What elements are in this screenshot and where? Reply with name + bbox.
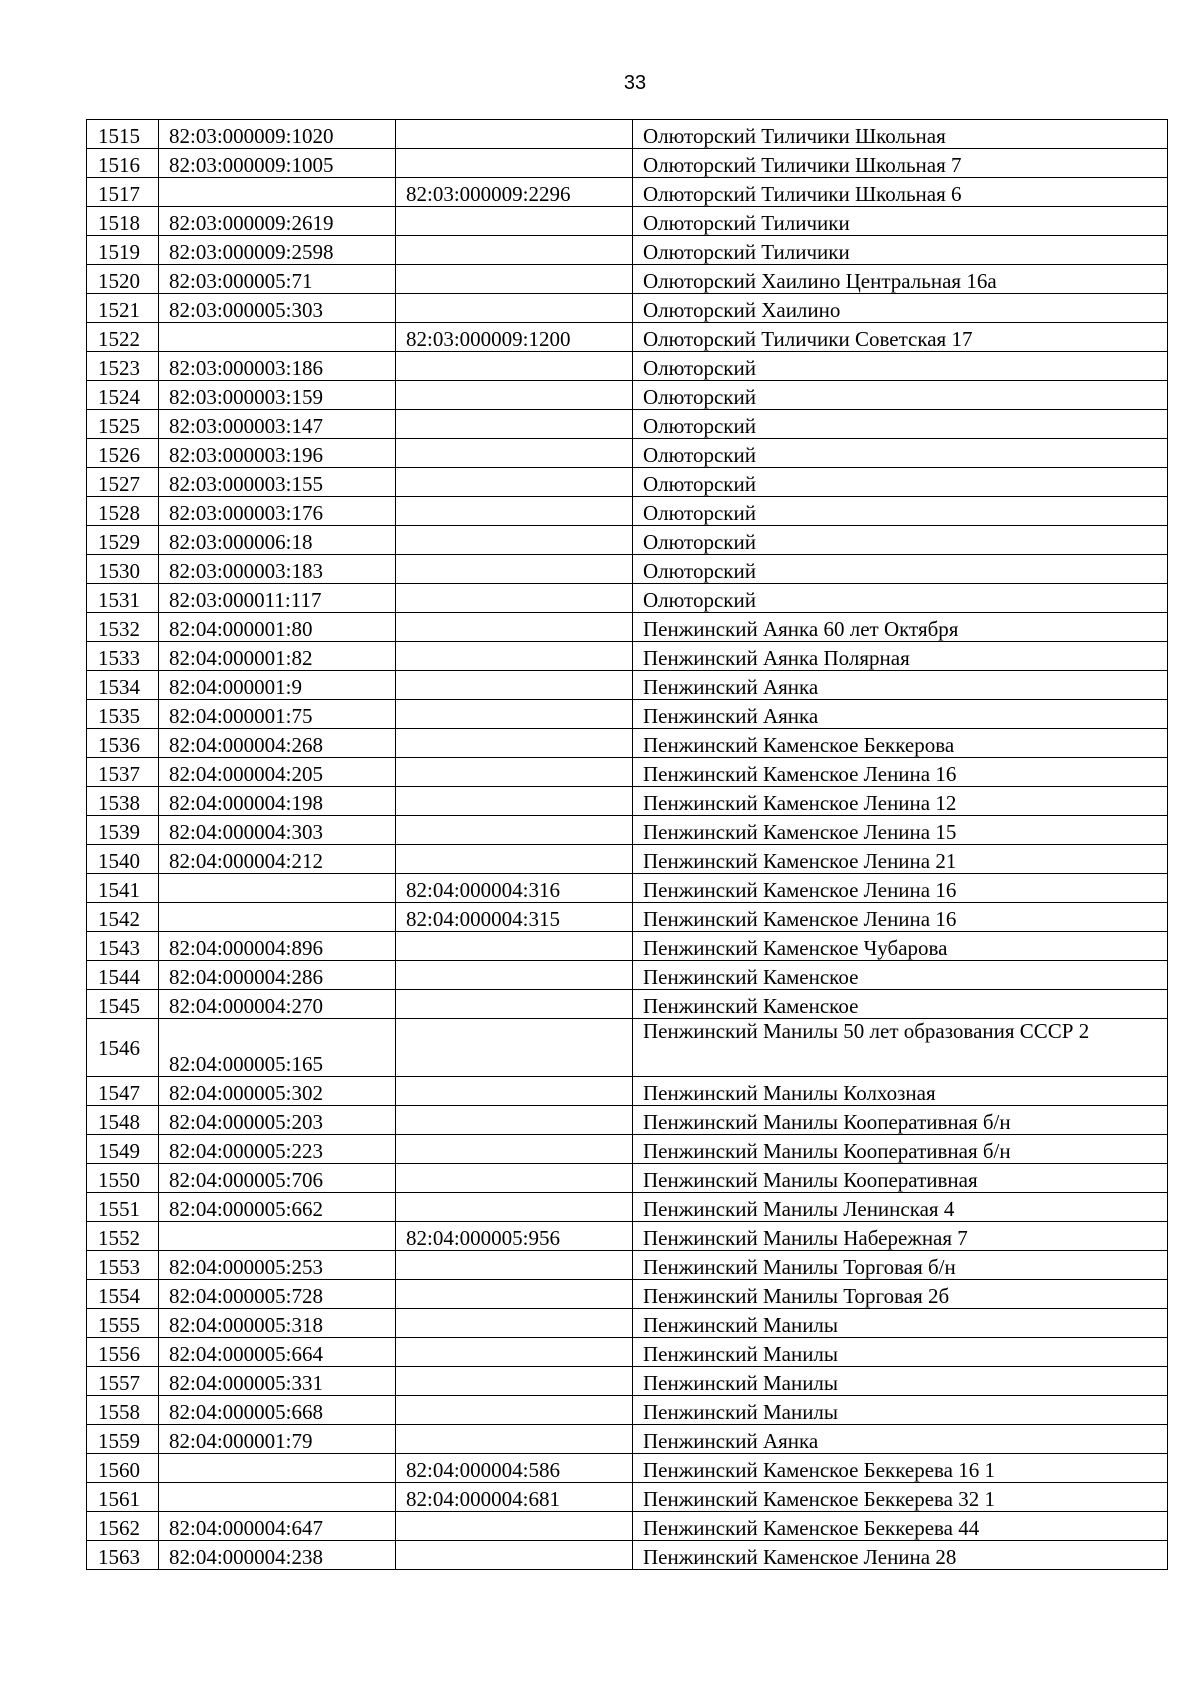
table-row [87, 1338, 1168, 1367]
row-number-cell: 1537 [87, 758, 159, 787]
table-row [87, 468, 1168, 497]
cadastral-number-cell [159, 1222, 396, 1251]
parent-cadastral-number-cell: 82:03:000009:1200 [396, 323, 633, 352]
cadastral-number-cell: 82:03:000003:147 [159, 410, 396, 439]
row-number-cell: 1530 [87, 555, 159, 584]
parent-cadastral-number-cell [396, 1338, 633, 1367]
parent-cadastral-number-cell [396, 381, 633, 410]
parent-cadastral-number-cell [396, 1396, 633, 1425]
parent-cadastral-number-cell [396, 555, 633, 584]
cadastral-number-cell: 82:03:000005:71 [159, 265, 396, 294]
row-number-cell: 1538 [87, 787, 159, 816]
parent-cadastral-number-cell [396, 468, 633, 497]
row-number-cell: 1523 [87, 352, 159, 381]
address-cell: Олюторский [633, 555, 1168, 584]
parent-cadastral-number-cell [396, 816, 633, 845]
cadastral-number-cell: 82:04:000005:318 [159, 1309, 396, 1338]
address-cell: Пенжинский Аянка Полярная [633, 642, 1168, 671]
address-cell: Пенжинский Манилы Набережная 7 [633, 1222, 1168, 1251]
cadastral-number-cell: 82:04:000004:268 [159, 729, 396, 758]
cadastral-number-cell: 82:03:000003:176 [159, 497, 396, 526]
row-number-cell: 1546 [87, 1019, 159, 1077]
table-row [87, 613, 1168, 642]
address-cell: Олюторский Тиличики [633, 236, 1168, 265]
table-row [87, 526, 1168, 555]
address-cell: Пенжинский Аянка [633, 700, 1168, 729]
row-number-cell: 1543 [87, 932, 159, 961]
address-cell: Пенжинский Каменское Ленина 15 [633, 816, 1168, 845]
cadastral-number-cell: 82:03:000009:1005 [159, 149, 396, 178]
row-number-cell: 1524 [87, 381, 159, 410]
address-cell: Олюторский Тиличики Школьная 7 [633, 149, 1168, 178]
address-cell: Олюторский [633, 526, 1168, 555]
cadastral-number-cell: 82:04:000005:302 [159, 1077, 396, 1106]
address-cell: Олюторский [633, 410, 1168, 439]
row-number-cell: 1525 [87, 410, 159, 439]
row-number-cell: 1541 [87, 874, 159, 903]
table-row [87, 236, 1168, 265]
parent-cadastral-number-cell [396, 729, 633, 758]
parent-cadastral-number-cell: 82:04:000004:681 [396, 1483, 633, 1512]
table-row [87, 1164, 1168, 1193]
parent-cadastral-number-cell [396, 1019, 633, 1077]
address-cell: Олюторский Тиличики [633, 207, 1168, 236]
cadastral-number-cell: 82:04:000005:331 [159, 1367, 396, 1396]
parent-cadastral-number-cell: 82:04:000004:586 [396, 1454, 633, 1483]
cadastral-number-cell [159, 1454, 396, 1483]
cadastral-number-cell: 82:04:000005:668 [159, 1396, 396, 1425]
table-row [87, 874, 1168, 903]
row-number-cell: 1526 [87, 439, 159, 468]
table-row [87, 1454, 1168, 1483]
parent-cadastral-number-cell [396, 1541, 633, 1570]
row-number-cell: 1529 [87, 526, 159, 555]
cadastral-number-cell: 82:03:000003:159 [159, 381, 396, 410]
row-number-cell: 1520 [87, 265, 159, 294]
table-row [87, 584, 1168, 613]
address-cell: Пенжинский Аянка 60 лет Октября [633, 613, 1168, 642]
row-number-cell: 1552 [87, 1222, 159, 1251]
cadastral-number-cell: 82:03:000003:186 [159, 352, 396, 381]
row-number-cell: 1561 [87, 1483, 159, 1512]
cadastral-number-cell: 82:04:000001:80 [159, 613, 396, 642]
address-cell: Пенжинский Каменское Ленина 28 [633, 1541, 1168, 1570]
table-row [87, 410, 1168, 439]
parent-cadastral-number-cell [396, 410, 633, 439]
parent-cadastral-number-cell [396, 613, 633, 642]
cadastral-number-cell: 82:04:000001:82 [159, 642, 396, 671]
cadastral-number-cell: 82:04:000004:205 [159, 758, 396, 787]
cadastral-number-cell: 82:04:000004:647 [159, 1512, 396, 1541]
parent-cadastral-number-cell [396, 265, 633, 294]
address-cell: Олюторский [633, 584, 1168, 613]
table-row [87, 845, 1168, 874]
parent-cadastral-number-cell [396, 845, 633, 874]
parent-cadastral-number-cell: 82:03:000009:2296 [396, 178, 633, 207]
address-cell: Пенжинский Манилы Кооперативная б/н [633, 1135, 1168, 1164]
parent-cadastral-number-cell [396, 584, 633, 613]
cadastral-number-cell: 82:03:000009:1020 [159, 120, 396, 149]
cadastral-number-cell: 82:04:000004:198 [159, 787, 396, 816]
row-number-cell: 1533 [87, 642, 159, 671]
table-row [87, 903, 1168, 932]
cadastral-number-cell: 82:03:000009:2598 [159, 236, 396, 265]
table-row [87, 1425, 1168, 1454]
row-number-cell: 1542 [87, 903, 159, 932]
parent-cadastral-number-cell [396, 671, 633, 700]
cadastral-number-cell: 82:04:000001:9 [159, 671, 396, 700]
table-row [87, 1396, 1168, 1425]
cadastral-number-cell [159, 323, 396, 352]
table-row [87, 932, 1168, 961]
parent-cadastral-number-cell [396, 787, 633, 816]
address-cell: Пенжинский Каменское [633, 961, 1168, 990]
parent-cadastral-number-cell [396, 439, 633, 468]
address-cell: Пенжинский Каменское Ленина 21 [633, 845, 1168, 874]
parent-cadastral-number-cell [396, 1309, 633, 1338]
table-row [87, 352, 1168, 381]
address-cell: Олюторский Тиличики Школьная 6 [633, 178, 1168, 207]
parent-cadastral-number-cell [396, 1135, 633, 1164]
address-cell: Пенжинский Каменское Ленина 12 [633, 787, 1168, 816]
parent-cadastral-number-cell [396, 932, 633, 961]
address-cell: Пенжинский Каменское Беккерева 44 [633, 1512, 1168, 1541]
parent-cadastral-number-cell [396, 961, 633, 990]
row-number-cell: 1553 [87, 1251, 159, 1280]
row-number-cell: 1522 [87, 323, 159, 352]
table-row [87, 178, 1168, 207]
table-row [87, 323, 1168, 352]
cadastral-number-cell: 82:04:000005:253 [159, 1251, 396, 1280]
parent-cadastral-number-cell [396, 294, 633, 323]
address-cell: Олюторский [633, 352, 1168, 381]
row-number-cell: 1547 [87, 1077, 159, 1106]
table-row [87, 1541, 1168, 1570]
parent-cadastral-number-cell [396, 120, 633, 149]
parent-cadastral-number-cell [396, 1280, 633, 1309]
address-cell: Олюторский [633, 468, 1168, 497]
table-row [87, 1367, 1168, 1396]
row-number-cell: 1521 [87, 294, 159, 323]
parent-cadastral-number-cell [396, 236, 633, 265]
row-number-cell: 1517 [87, 178, 159, 207]
table-row [87, 1222, 1168, 1251]
cadastral-number-cell: 82:04:000004:212 [159, 845, 396, 874]
address-cell: Олюторский Хаилино [633, 294, 1168, 323]
parent-cadastral-number-cell [396, 352, 633, 381]
table-row [87, 1512, 1168, 1541]
address-cell: Пенжинский Манилы [633, 1309, 1168, 1338]
parent-cadastral-number-cell [396, 1077, 633, 1106]
table-row [87, 990, 1168, 1019]
row-number-cell: 1527 [87, 468, 159, 497]
cadastral-number-cell [159, 903, 396, 932]
address-cell: Пенжинский Манилы Торговая б/н [633, 1251, 1168, 1280]
row-number-cell: 1560 [87, 1454, 159, 1483]
cadastral-number-cell: 82:04:000005:662 [159, 1193, 396, 1222]
registry-table [86, 119, 1168, 1570]
table-row [87, 439, 1168, 468]
address-cell: Пенжинский Манилы Торговая 2б [633, 1280, 1168, 1309]
row-number-cell: 1544 [87, 961, 159, 990]
address-cell: Пенжинский Манилы Колхозная [633, 1077, 1168, 1106]
row-number-cell: 1545 [87, 990, 159, 1019]
address-cell: Пенжинский Манилы Кооперативная б/н [633, 1106, 1168, 1135]
table-row [87, 700, 1168, 729]
address-cell: Пенжинский Каменское Чубарова [633, 932, 1168, 961]
row-number-cell: 1531 [87, 584, 159, 613]
address-cell: Пенжинский Манилы [633, 1367, 1168, 1396]
table-row [87, 1135, 1168, 1164]
table-row [87, 787, 1168, 816]
address-cell: Олюторский Тиличики Советская 17 [633, 323, 1168, 352]
cadastral-number-cell: 82:03:000003:155 [159, 468, 396, 497]
table-row [87, 1483, 1168, 1512]
row-number-cell: 1559 [87, 1425, 159, 1454]
parent-cadastral-number-cell [396, 1425, 633, 1454]
cadastral-number-cell [159, 874, 396, 903]
table-row [87, 758, 1168, 787]
parent-cadastral-number-cell [396, 207, 633, 236]
address-cell: Олюторский [633, 497, 1168, 526]
address-cell: Пенжинский Аянка [633, 1425, 1168, 1454]
row-number-cell: 1557 [87, 1367, 159, 1396]
row-number-cell: 1554 [87, 1280, 159, 1309]
row-number-cell: 1558 [87, 1396, 159, 1425]
address-cell: Пенжинский Каменское Ленина 16 [633, 758, 1168, 787]
row-number-cell: 1519 [87, 236, 159, 265]
row-number-cell: 1563 [87, 1541, 159, 1570]
cadastral-number-cell [159, 1483, 396, 1512]
parent-cadastral-number-cell [396, 990, 633, 1019]
table-row [87, 1251, 1168, 1280]
parent-cadastral-number-cell [396, 1193, 633, 1222]
parent-cadastral-number-cell [396, 1251, 633, 1280]
cadastral-number-cell: 82:04:000001:79 [159, 1425, 396, 1454]
cadastral-number-cell: 82:04:000005:165 [159, 1019, 396, 1077]
address-cell: Олюторский [633, 381, 1168, 410]
table-row [87, 1019, 1168, 1077]
cadastral-number-cell: 82:03:000005:303 [159, 294, 396, 323]
table-row [87, 1309, 1168, 1338]
row-number-cell: 1515 [87, 120, 159, 149]
address-cell: Пенжинский Каменское Ленина 16 [633, 874, 1168, 903]
address-cell: Пенжинский Манилы [633, 1338, 1168, 1367]
table-row [87, 961, 1168, 990]
row-number-cell: 1518 [87, 207, 159, 236]
row-number-cell: 1550 [87, 1164, 159, 1193]
table-row [87, 497, 1168, 526]
address-cell: Пенжинский Каменское Беккерова [633, 729, 1168, 758]
cadastral-number-cell: 82:04:000004:303 [159, 816, 396, 845]
parent-cadastral-number-cell [396, 1512, 633, 1541]
address-cell: Олюторский [633, 439, 1168, 468]
cadastral-number-cell: 82:04:000001:75 [159, 700, 396, 729]
parent-cadastral-number-cell [396, 642, 633, 671]
address-cell: Пенжинский Каменское Ленина 16 [633, 903, 1168, 932]
row-number-cell: 1536 [87, 729, 159, 758]
address-cell: Пенжинский Манилы 50 лет образования СССР 2 [633, 1019, 1168, 1077]
table-row [87, 1193, 1168, 1222]
address-cell: Пенжинский Манилы Кооперативная [633, 1164, 1168, 1193]
row-number-cell: 1556 [87, 1338, 159, 1367]
cadastral-number-cell [159, 178, 396, 207]
address-cell: Олюторский Тиличики Школьная [633, 120, 1168, 149]
table-row [87, 555, 1168, 584]
address-cell: Пенжинский Каменское Беккерева 16 1 [633, 1454, 1168, 1483]
page-number: 33 [623, 72, 647, 94]
cadastral-number-cell: 82:03:000011:117 [159, 584, 396, 613]
row-number-cell: 1540 [87, 845, 159, 874]
table-row [87, 294, 1168, 323]
table-row [87, 120, 1168, 149]
row-number-cell: 1534 [87, 671, 159, 700]
address-cell: Пенжинский Манилы [633, 1396, 1168, 1425]
table-row [87, 729, 1168, 758]
cadastral-number-cell: 82:04:000004:896 [159, 932, 396, 961]
table-row [87, 207, 1168, 236]
table-row [87, 1106, 1168, 1135]
cadastral-number-cell: 82:04:000004:270 [159, 990, 396, 1019]
parent-cadastral-number-cell: 82:04:000004:315 [396, 903, 633, 932]
address-cell: Пенжинский Каменское Беккерева 32 1 [633, 1483, 1168, 1512]
address-cell: Олюторский Хаилино Центральная 16а [633, 265, 1168, 294]
cadastral-number-cell: 82:03:000009:2619 [159, 207, 396, 236]
cadastral-number-cell: 82:04:000004:286 [159, 961, 396, 990]
cadastral-number-cell: 82:04:000005:223 [159, 1135, 396, 1164]
parent-cadastral-number-cell [396, 1164, 633, 1193]
cadastral-number-cell: 82:04:000005:664 [159, 1338, 396, 1367]
cadastral-number-cell: 82:04:000005:706 [159, 1164, 396, 1193]
registry-body [87, 120, 1168, 1570]
row-number-cell: 1535 [87, 700, 159, 729]
row-number-cell: 1551 [87, 1193, 159, 1222]
table-row [87, 642, 1168, 671]
cadastral-number-cell: 82:04:000004:238 [159, 1541, 396, 1570]
parent-cadastral-number-cell [396, 1367, 633, 1396]
table-row [87, 1077, 1168, 1106]
table-row [87, 816, 1168, 845]
row-number-cell: 1555 [87, 1309, 159, 1338]
row-number-cell: 1562 [87, 1512, 159, 1541]
parent-cadastral-number-cell [396, 700, 633, 729]
table-row [87, 149, 1168, 178]
cadastral-number-cell: 82:03:000003:196 [159, 439, 396, 468]
parent-cadastral-number-cell [396, 497, 633, 526]
row-number-cell: 1539 [87, 816, 159, 845]
parent-cadastral-number-cell: 82:04:000005:956 [396, 1222, 633, 1251]
table-row [87, 265, 1168, 294]
cadastral-number-cell: 82:04:000005:203 [159, 1106, 396, 1135]
cadastral-number-cell: 82:04:000005:728 [159, 1280, 396, 1309]
cadastral-number-cell: 82:03:000006:18 [159, 526, 396, 555]
row-number-cell: 1516 [87, 149, 159, 178]
table-row [87, 671, 1168, 700]
parent-cadastral-number-cell [396, 758, 633, 787]
parent-cadastral-number-cell: 82:04:000004:316 [396, 874, 633, 903]
table-row [87, 1280, 1168, 1309]
address-cell: Пенжинский Каменское [633, 990, 1168, 1019]
parent-cadastral-number-cell [396, 149, 633, 178]
parent-cadastral-number-cell [396, 1106, 633, 1135]
row-number-cell: 1528 [87, 497, 159, 526]
row-number-cell: 1549 [87, 1135, 159, 1164]
row-number-cell: 1532 [87, 613, 159, 642]
row-number-cell: 1548 [87, 1106, 159, 1135]
cadastral-number-cell: 82:03:000003:183 [159, 555, 396, 584]
table-row [87, 381, 1168, 410]
parent-cadastral-number-cell [396, 526, 633, 555]
address-cell: Пенжинский Манилы Ленинская 4 [633, 1193, 1168, 1222]
address-cell: Пенжинский Аянка [633, 671, 1168, 700]
